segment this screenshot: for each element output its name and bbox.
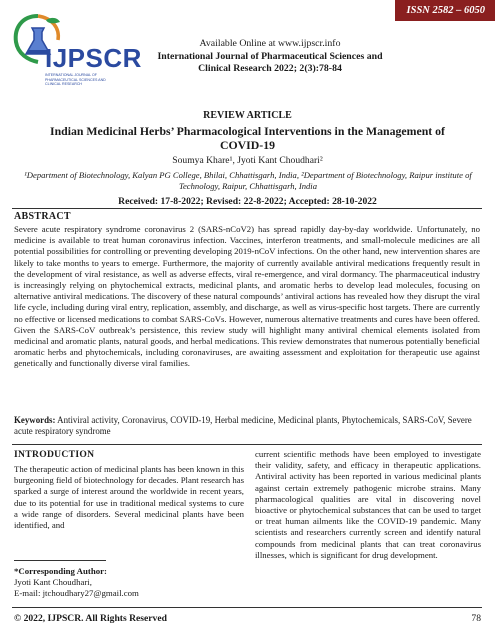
logo-subtitle: INTERNATIONAL JOURNAL OF PHARMACEUTICAL SCIENCES AND CLINICAL RESEARCH [45, 73, 106, 86]
article-type: REVIEW ARTICLE [203, 110, 292, 121]
logo-wordmark: IJPSCR [45, 43, 142, 73]
introduction-heading: INTRODUCTION [14, 449, 95, 460]
corresponding-author-footnote [14, 566, 244, 599]
divider-footer [12, 607, 482, 608]
available-online: Available Online at www.ijpscr.info [199, 38, 341, 49]
divider-top [12, 208, 482, 209]
article-title: Indian Medicinal Herbs’ Pharmacological Interventions in the Management of COVID-19 [50, 124, 445, 153]
page-number: 78 [471, 613, 481, 624]
article-authors: Soumya Khare¹, Jyoti Kant Choudhari² [172, 155, 323, 166]
intro-paragraph-right: current scientific methods have been employed to investigate their validity, safety, and efficacy in therapeutic applications. Antiviral activity has been reported in various medicinal plants against certain extremely pathogenic microbe strains. Many pharmacological qualities are vital in discovering novel bioactive or phytochemical substances that can be used to target or treat human ailments like the COVID-19 pandemic. Many scientists and researchers currently screen and identify natural compounds from medicinal plants that can treat coronavirus illnesses, which is significant for drug development. [255, 449, 481, 560]
journal-logo [8, 10, 173, 86]
intro-column-left [14, 449, 244, 531]
keywords [14, 415, 480, 437]
abstract-text: Severe acute respiratory syndrome coronavirus 2 (SARS-nCoV2) has spread rapidly day-by-day worldwide. Unfortunately, no medicine is available to treat human coronavirus infection. Vaccines, interferon treatments, and small-molecule medicines are all potential possibilities for controlling or preventing developing 2019-nCoV infections. On the other hand, new intervention shares are likely to take months to years to emerge. Furthermore, the majority of currently available antiviral medications frequently result in the development of viral resistance, as well as adverse effects, viral re-emergence, and viral dormancy. The pharmaceutical industry is increasingly relying on phytochemical extracts, medicinal plants, and aromatic herbs to develop lead molecules, focusing on alternative antiviral medications. The discovery of these natural compounds’ antiviral actions has revealed how they disrupt the viral life cycle, including during viral entry, replication, assembly, and discharge, as well as virus-specific host targets. There are currently no effective or licensed medications to combat SARS-CoVs. However, numerous alternative treatments and cures have been offered. Given the SARS-CoV outbreak’s persistence, this review study will highlight many antiviral chemical elements isolated from medicinal and aromatic plants, natural goods, and herbal medications. This review demonstrates that numerous potentially beneficial aromatic herbs and phytochemicals, including coronaviruses, are awaiting assessment and exploitation for therapeutic use against genetically and functionally diverse viral families. [14, 224, 480, 369]
footnote-rule [14, 560, 106, 561]
divider-keywords [12, 444, 482, 445]
keywords-label: Keywords: [14, 415, 56, 425]
footnote-heading: *Corresponding Author: [14, 566, 107, 576]
abstract-heading: ABSTRACT [14, 211, 71, 222]
footnote-name: Jyoti Kant Choudhari, [14, 577, 92, 587]
footnote-email[interactable]: E-mail: jtchoudhary27@gmail.com [14, 588, 139, 598]
journal-citation: Clinical Research 2022; 2(3):78-84 [198, 63, 342, 75]
issn-banner: ISSN 2582 – 6050 [395, 0, 495, 21]
journal-header-info [150, 38, 390, 76]
author-affiliations: ¹Department of Biotechnology, Kalyan PG College, Bhilai, Chhattisgarh, India, ²Department of Biotechnology, Raipur institute of Technology, Raipur, Chhattisgarh, India [24, 170, 472, 191]
keywords-text: Antiviral activity, Coronavirus, COVID-19, Herbal medicine, Medicinal plants, Phytochemicals, SARS-CoV, Severe acute respiratory syndrome [14, 415, 472, 437]
journal-name: International Journal of Pharmaceutical Sciences and [157, 50, 383, 62]
copyright: © 2022, IJPSCR. All Rights Reserved [14, 613, 167, 624]
intro-column-right [255, 449, 481, 561]
intro-paragraph-left: The therapeutic action of medicinal plants has been known in this burgeoning field of biotechnology for decades. Plant research has sparked a surge of interest around the worldwide in recent years, due to its potential for use in traditional medical systems to cure a wide range of disorders. Several medicinal plants have been identified, and [14, 464, 244, 531]
article-dates: Received: 17-8-2022; Revised: 22-8-2022; Accepted: 28-10-2022 [118, 196, 377, 207]
